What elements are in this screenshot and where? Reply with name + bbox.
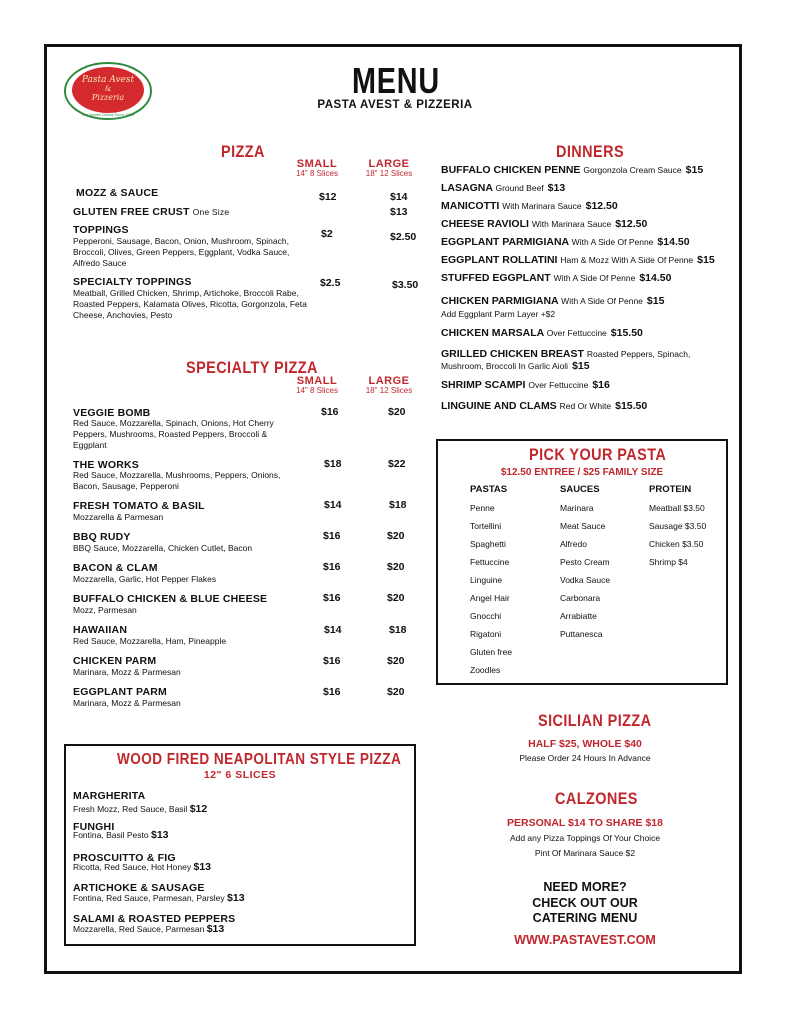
- menu-item-desc: Mozzarella & Parmesan: [73, 512, 164, 522]
- dinner-note: Add Eggplant Parm Layer +$2: [441, 309, 556, 319]
- pasta-option: Rigatoni: [470, 629, 502, 639]
- specialty-section-title: SPECIALTY PIZZA: [186, 358, 318, 377]
- sauce-option: Puttanesca: [560, 629, 603, 639]
- pick-pasta-subtitle: $12.50 ENTREE / $25 FAMILY SIZE: [500, 467, 664, 478]
- price-large: $20: [387, 686, 405, 698]
- pasta-option: Spaghetti: [470, 539, 506, 549]
- logo-text-1: Pasta Avest: [81, 75, 135, 85]
- dinner-item: CHEESE RAVIOLI With Marinara Sauce $12.50: [441, 218, 648, 230]
- menu-item-name: SPECIALTY TOPPINGS: [73, 276, 192, 288]
- menu-item-desc: Red Sauce, Mozzarella, Spinach, Onions, Hot Cherry Peppers, Mushrooms, Roasted Peppers, Broccoli & Eggplant: [73, 418, 274, 450]
- protein-option: Chicken $3.50: [649, 539, 704, 549]
- price-small: $2.5: [320, 277, 341, 289]
- price-large: $22: [388, 458, 406, 470]
- pasta-option: Penne: [470, 503, 495, 513]
- sicilian-note: Please Order 24 Hours In Advance: [519, 753, 651, 763]
- pasta-option: Angel Hair: [470, 593, 510, 603]
- calzones-note-2: Pint Of Marinara Sauce $2: [534, 848, 636, 858]
- menu-item-name: FUNGHI: [73, 821, 115, 833]
- calzones-title: CALZONES: [555, 789, 638, 808]
- dinner-item: GRILLED CHICKEN BREAST Roasted Peppers, Spinach,: [441, 348, 691, 360]
- logo-tagline: Fine Italian Dining Since 1985: [81, 113, 135, 117]
- price-large: $20: [387, 561, 405, 573]
- price-large: $14: [390, 191, 408, 203]
- logo-text-2: &: [104, 85, 112, 93]
- protein-option: Sausage $3.50: [649, 521, 707, 531]
- price-small: $14: [324, 499, 342, 511]
- dinners-section-title: DINNERS: [556, 142, 625, 161]
- sauce-option: Marinara: [560, 503, 594, 513]
- pasta-option: Gluten free: [470, 647, 513, 657]
- price-small: $18: [324, 458, 342, 470]
- logo-text-3: Pizzeria: [91, 93, 125, 102]
- menu-item-name: BBQ RUDY: [73, 531, 131, 543]
- menu-item-desc: Mozzarella, Red Sauce, Parmesan $13: [73, 923, 225, 935]
- pasta-option: Fettuccine: [470, 557, 510, 567]
- dinner-item: LASAGNA Ground Beef $13: [441, 182, 566, 194]
- pasta-option: Tortellini: [470, 521, 502, 531]
- menu-item-desc: BBQ Sauce, Mozzarella, Chicken Cutlet, Bacon: [73, 543, 253, 553]
- price-small: $16: [323, 686, 341, 698]
- menu-item-name: GLUTEN FREE CRUST One Size: [73, 206, 230, 218]
- price-small: $16: [323, 530, 341, 542]
- pasta-option: Zoodles: [470, 665, 501, 675]
- menu-item-desc: Red Sauce, Mozzarella, Mushrooms, Peppers, Onions, Bacon, Sausage, Pepperoni: [73, 470, 281, 491]
- catering-callout: NEED MORE? CHECK OUT OUR CATERING MENU: [532, 880, 638, 925]
- dinner-item: STUFFED EGGPLANT With A Side Of Penne $14.50: [441, 272, 672, 284]
- sauce-option: Pesto Cream: [560, 557, 610, 567]
- protein-option: Shrimp $4: [649, 557, 688, 567]
- sauce-option: Arrabiatte: [560, 611, 597, 621]
- price-large: $20: [387, 592, 405, 604]
- calzones-note-1: Add any Pizza Toppings Of Your Choice: [509, 833, 661, 843]
- protein-header: PROTEIN: [649, 484, 692, 495]
- sicilian-title: SICILIAN PIZZA: [538, 711, 652, 730]
- website-link[interactable]: WWW.PASTAVEST.COM: [514, 933, 656, 947]
- restaurant-name: PASTA AVEST & PIZZERIA: [317, 99, 473, 111]
- price-large: $3.50: [392, 279, 419, 291]
- price-small: $16: [321, 406, 339, 418]
- menu-item-name: HAWAIIAN: [73, 624, 128, 636]
- menu-item-name: MARGHERITA: [73, 790, 146, 802]
- dinner-item-cont: Mushroom, Broccoli In Garlic Aioli $15: [441, 360, 590, 372]
- pasta-option: Linguine: [470, 575, 503, 585]
- sauce-option: Meat Sauce: [560, 521, 606, 531]
- menu-item-name: FRESH TOMATO & BASIL: [73, 500, 205, 512]
- sauce-option: Alfredo: [560, 539, 587, 549]
- calzones-prices: PERSONAL $14 TO SHARE $18: [506, 817, 663, 829]
- menu-item-desc: Mozzarella, Garlic, Hot Pepper Flakes: [73, 574, 217, 584]
- menu-item-desc: Marinara, Mozz & Parmesan: [73, 698, 181, 708]
- menu-item-desc: Fontina, Basil Pesto $13: [73, 829, 169, 841]
- menu-item-name: MOZZ & SAUCE: [76, 187, 159, 199]
- menu-item-name: EGGPLANT PARM: [73, 686, 167, 698]
- menu-item-desc: Fresh Mozz, Red Sauce, Basil $12: [73, 803, 208, 815]
- menu-item-name: PROSCUITTO & FIG: [73, 852, 176, 864]
- menu-item-name: VEGGIE BOMB: [73, 407, 151, 419]
- menu-item-name: SALAMI & ROASTED PEPPERS: [73, 913, 236, 925]
- dinner-item: EGGPLANT ROLLATINI Ham & Mozz With A Side Of Penne $15: [441, 254, 715, 266]
- restaurant-logo: [62, 60, 154, 122]
- price-large: $13: [390, 206, 408, 218]
- price-large: $18: [389, 624, 407, 636]
- menu-item-desc: Pepperoni, Sausage, Bacon, Onion, Mushroom, Spinach, Broccoli, Olives, Green Peppers, Eggplant, Vodka Sauce, Alfredo Sauce: [73, 236, 290, 268]
- price-large: $20: [388, 406, 406, 418]
- menu-item-name: BACON & CLAM: [73, 562, 158, 574]
- menu-item-name: BUFFALO CHICKEN & BLUE CHEESE: [73, 593, 268, 605]
- pastas-header: PASTAS: [470, 484, 508, 495]
- pizza-small-header: SMALL 14" 8 Slices: [296, 158, 338, 178]
- dinner-item: LINGUINE AND CLAMS Red Or White $15.50: [441, 400, 648, 412]
- menu-item-name: ARTICHOKE & SAUSAGE: [73, 882, 205, 894]
- menu-item-name: TOPPINGS: [73, 224, 129, 236]
- menu-item-desc: Meatball, Grilled Chicken, Shrimp, Artichoke, Broccoli Rabe, Roasted Peppers, Kalamata Olives, Ricotta, Gorgonzola, Feta Cheese, Anchovies, Pesto: [73, 288, 307, 320]
- pizza-section-title: PIZZA: [221, 142, 265, 161]
- menu-item-desc: Mozz, Parmesan: [73, 605, 137, 615]
- menu-item-name: THE WORKS: [73, 459, 139, 471]
- sauces-header: SAUCES: [560, 484, 600, 495]
- sauce-option: Carbonara: [560, 593, 601, 603]
- menu-item-name: CHICKEN PARM: [73, 655, 157, 667]
- dinner-item: BUFFALO CHICKEN PENNE Gorgonzola Cream Sauce $15: [441, 164, 704, 176]
- menu-item-desc: Fontina, Red Sauce, Parmesan, Parsley $13: [73, 892, 245, 904]
- menu-item-desc: Red Sauce, Mozzarella, Ham, Pineapple: [73, 636, 227, 646]
- page-title: MENU: [352, 60, 440, 101]
- pizza-large-header: LARGE 18" 12 Slices: [365, 158, 413, 178]
- pasta-option: Gnocchi: [470, 611, 502, 621]
- price-small: $14: [324, 624, 342, 636]
- specialty-large-header: LARGE 18" 12 Slices: [365, 375, 413, 395]
- menu-item-desc: Marinara, Mozz & Parmesan: [73, 667, 181, 677]
- dinner-item: MANICOTTI With Marinara Sauce $12.50: [441, 200, 618, 212]
- protein-option: Meatball $3.50: [649, 503, 705, 513]
- price-large: $18: [389, 499, 407, 511]
- dinner-item: SHRIMP SCAMPI Over Fettuccine $16: [441, 379, 610, 391]
- sicilian-prices: HALF $25, WHOLE $40: [528, 738, 642, 750]
- pick-pasta-title: PICK YOUR PASTA: [529, 445, 667, 464]
- dinner-item: CHICKEN PARMIGIANA With A Side Of Penne $15: [441, 295, 665, 307]
- dinner-item: EGGPLANT PARMIGIANA With A Side Of Penne $14.50: [441, 236, 690, 248]
- price-small: $12: [319, 191, 337, 203]
- specialty-small-header: SMALL 14" 8 Slices: [296, 375, 338, 395]
- price-large: $20: [387, 655, 405, 667]
- price-large: $20: [387, 530, 405, 542]
- price-small: $16: [323, 655, 341, 667]
- sauce-option: Vodka Sauce: [560, 575, 611, 585]
- price-small: $16: [323, 561, 341, 573]
- dinner-item: CHICKEN MARSALA Over Fettuccine $15.50: [441, 327, 643, 339]
- price-large: $2.50: [390, 231, 417, 243]
- menu-item-desc: Ricotta, Red Sauce, Hot Honey $13: [73, 861, 212, 873]
- neapolitan-subtitle: 12" 6 SLICES: [203, 769, 277, 781]
- price-small: $2: [321, 228, 333, 240]
- price-small: $16: [323, 592, 341, 604]
- neapolitan-title: WOOD FIRED NEAPOLITAN STYLE PIZZA: [117, 751, 402, 768]
